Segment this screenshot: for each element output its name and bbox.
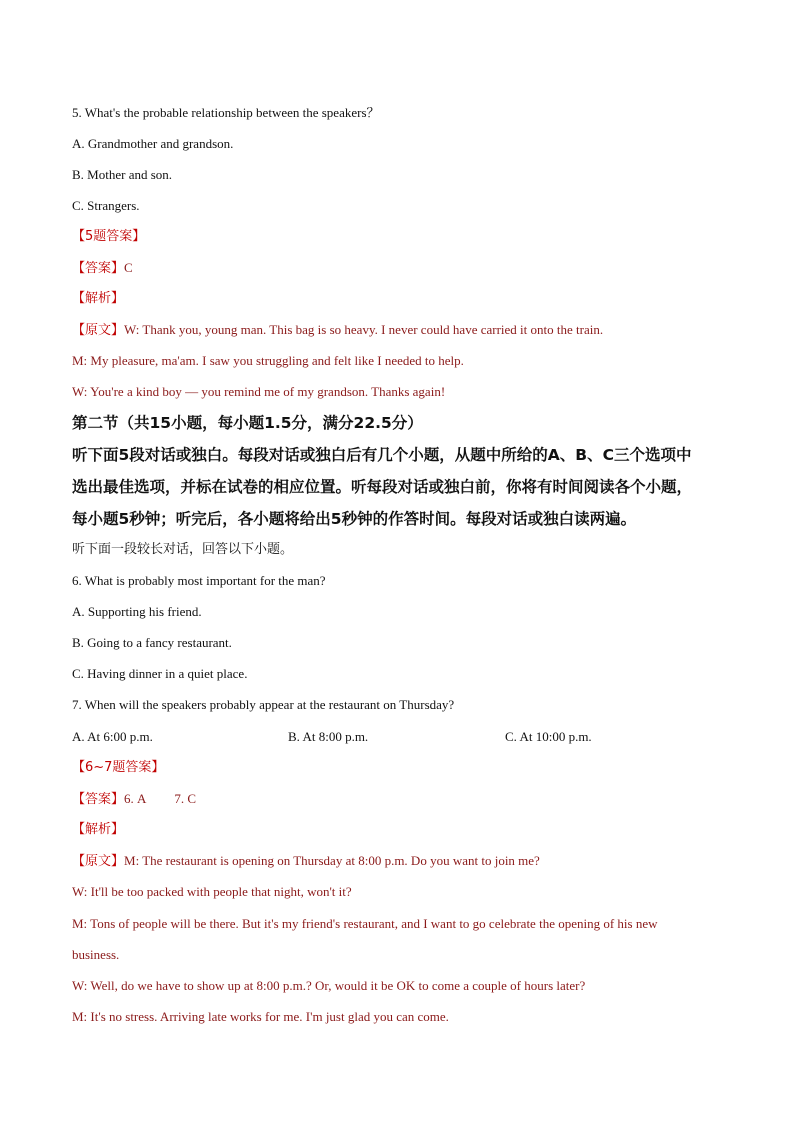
q6-7-analysis-label: 【解析】 [72,822,125,837]
q6-7-answer-label: 【答案】 [72,792,125,807]
q5-answer-value: C [124,260,133,275]
q6-7-script-line-6: M: It's no stress. Arriving late works for me. I'm just glad you can come. [72,1009,449,1024]
section2-title: 第二节（共15小题，每小题1.5分，满分22.5分） [72,414,423,432]
q7-question: 7. When will the speakers probably appear at the restaurant on Thursday? [72,697,455,712]
q6-7-script-text-1: M: The restaurant is opening on Thursday at 8:00 p.m. Do you want to join me? [124,853,540,868]
q5-option-c: C. Strangers. [72,198,140,213]
q6-7-script-line-1 [72,853,540,870]
q5-option-b: B. Mother and son. [72,167,173,182]
q6-option-b: B. Going to a fancy restaurant. [72,635,232,650]
q5-answer-header: 【5题答案】 [72,229,146,244]
q5-script-line-3: W: You're a kind boy — you remind me of my grandson. Thanks again! [72,384,446,399]
q5-script-line-2: M: My pleasure, ma'am. I saw you struggling and felt like I needed to help. [72,353,464,368]
q6-7-script-line-2: W: It'll be too packed with people that night, won't it? [72,884,352,899]
q5-analysis-label: 【解析】 [72,291,125,306]
q5-script-line-1 [72,322,603,339]
q6-7-script-line-4: business. [72,947,120,962]
q6-7-answer-line [72,791,196,808]
q5-answer-line [72,260,133,277]
q7-option-c: C. At 10:00 p.m. [505,729,592,744]
q6-option-a: A. Supporting his friend. [72,604,202,619]
q5-answer-label: 【答案】 [72,261,125,276]
q6-answer-value: 6. A [124,791,147,806]
q5-question: 5. What's the probable relationship between the speakers？ [72,105,380,120]
q7-option-a: A. At 6:00 p.m. [72,729,153,744]
q5-script-label: 【原文】 [72,323,125,338]
q6-question: 6. What is probably most important for the man? [72,573,326,588]
q7-answer-value: 7. C [174,791,197,806]
q5-option-a: A. Grandmother and grandson. [72,136,234,151]
q6-7-script-label: 【原文】 [72,854,125,869]
section2-instruction-1: 听下面5段对话或独白。每段对话或独白后有几个小题，从题中所给的A、B、C三个选项中 [72,446,692,464]
q5-script-text-1: W: Thank you, young man. This bag is so heavy. I never could have carried it onto the train. [124,322,604,337]
q6-7-script-line-3: M: Tons of people will be there. But it's my friend's restaurant, and I want to go celebrate the opening of his new [72,916,658,931]
q6-option-c: C. Having dinner in a quiet place. [72,666,248,681]
section2-instruction-3: 每小题5秒钟；听完后，各小题将给出5秒钟的作答时间。每段对话或独白读两遍。 [72,510,637,528]
q6-7-answer-header: 【6~7题答案】 [72,760,165,775]
q6-7-script-line-5: W: Well, do we have to show up at 8:00 p.m.? Or, would it be OK to come a couple of hours later? [72,978,586,993]
section2-intro: 听下面一段较长对话，回答以下小题。 [72,542,294,557]
section2-instruction-2: 选出最佳选项，并标在试卷的相应位置。听每段对话或独白前，你将有时间阅读各个小题， [72,478,693,496]
q7-option-b: B. At 8:00 p.m. [288,729,369,744]
